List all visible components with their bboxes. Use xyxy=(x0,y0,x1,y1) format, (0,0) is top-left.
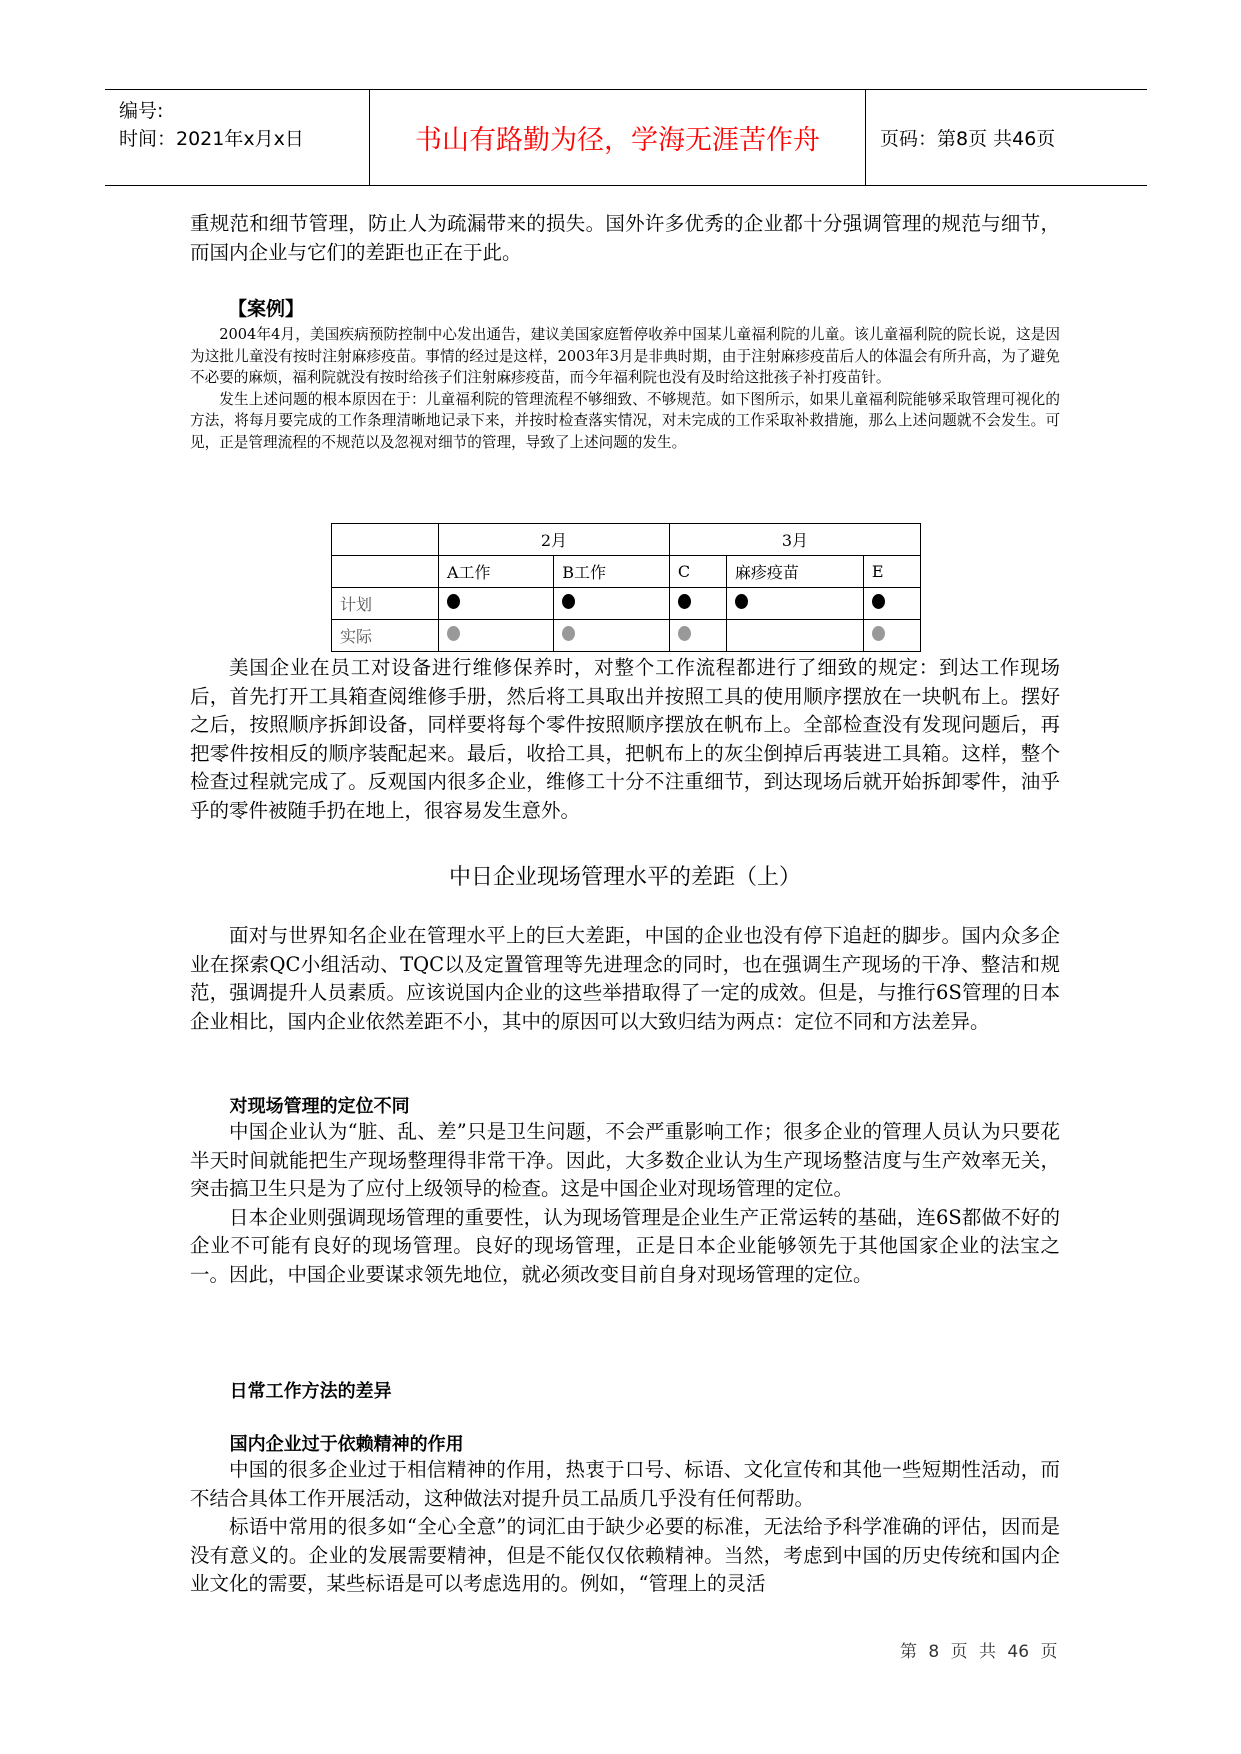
positioning-paragraph-2: 日本企业则强调现场管理的重要性，认为现场管理是企业生产正常运转的基础，连6S都做不好的企业不可能有良好的现场管理。良好的现场管理，正是日本企业能够领先于其他国家企业的法宝之一。因此，中国企业要谋求领先地位，就必须改变目前自身对现场管理的定位。 xyxy=(190,1205,1060,1286)
plan-dot-icon xyxy=(678,594,691,609)
actual-cell xyxy=(863,620,920,652)
plan-dot-icon xyxy=(735,594,748,609)
month-header-mar: 3月 xyxy=(669,524,920,556)
plan-dot-icon xyxy=(447,594,460,609)
table-row-plan xyxy=(332,588,921,620)
actual-cell xyxy=(439,620,554,652)
subsection-methods xyxy=(190,1377,1060,1403)
plan-dot-icon xyxy=(562,594,575,609)
subsection-heading-spirit: 国内企业过于依赖精神的作用 xyxy=(229,1434,464,1455)
actual-cell xyxy=(726,620,863,652)
page-header xyxy=(105,89,1147,186)
task-header: 麻疹疫苗 xyxy=(726,556,863,588)
table-corner-cell xyxy=(332,524,439,556)
case-heading-block xyxy=(190,294,1060,321)
case-body xyxy=(190,324,1060,453)
case-heading: 【案例】 xyxy=(228,298,305,320)
actual-dot-icon xyxy=(678,626,691,641)
header-page-number: 页码：第8页 共46页 xyxy=(880,128,1056,150)
case-paragraph-2: 发生上述问题的根本原因在于：儿童福利院的管理流程不够细致、不够规范。如下图所示，如果儿童福利院能够采取管理可视化的方法，将每月要完成的工作条理清晰地记录下来，并按时检查落实情况，对未完成的工作采取补救措施，那么上述问题就不会发生。可见，正是管理流程的不规范以及忽视对细节的管理，导致了上述问题的发生。 xyxy=(190,390,1060,451)
table-empty-cell xyxy=(332,556,439,588)
actual-cell xyxy=(669,620,726,652)
spirit-paragraph-2: 标语中常用的很多如“全心全意”的词汇由于缺少必要的标准，无法给予科学准确的评估，因而是没有意义的。企业的发展需要精神，但是不能仅仅依赖精神。当然，考虑到中国的历史传统和国内企业文化的需要，某些标语是可以考虑选用的。例如，“管理上的灵活 xyxy=(190,1515,1060,1595)
subsection-heading-methods: 日常工作方法的差异 xyxy=(229,1381,392,1402)
actual-cell xyxy=(554,620,670,652)
plan-cell xyxy=(554,588,670,620)
task-header: B工作 xyxy=(554,556,670,588)
intro-paragraph: 重规范和细节管理，防止人为疏漏带来的损失。国外许多优秀的企业都十分强调管理的规范与细节，而国内企业与它们的差距也正在于此。 xyxy=(190,212,1060,264)
task-header: C xyxy=(669,556,726,588)
task-header: A工作 xyxy=(439,556,554,588)
table-row-tasks xyxy=(332,556,921,588)
page-footer: 第 8 页 共 46 页 xyxy=(900,1642,1058,1662)
section-intro-paragraph: 面对与世界知名企业在管理水平上的巨大差距，中国的企业也没有停下追赶的脚步。国内众多企业在探索QC小组活动、TQC以及定置管理等先进理念的同时，也在强调生产现场的干净、整洁和规范，强调提升人员素质。应该说国内企业的这些举措取得了一定的成效。但是，与推行6S管理的日本企业相比，国内企业依然差距不小，其中的原因可以大致归结为两点：定位不同和方法差异。 xyxy=(190,924,1060,1033)
section-intro-block xyxy=(190,922,1060,1036)
plan-cell xyxy=(863,588,920,620)
actual-dot-icon xyxy=(562,626,575,641)
row-label-plan: 计划 xyxy=(332,588,439,620)
section-title-block xyxy=(190,860,1060,891)
us-maintenance-block xyxy=(190,654,1060,825)
subsection-spirit xyxy=(190,1430,1060,1599)
case-paragraph-1: 2004年4月，美国疾病预防控制中心发出通告，建议美国家庭暂停收养中国某儿童福利院的儿童。该儿童福利院的院长说，这是因为这批儿童没有按时注射麻疹疫苗。事情的经过是这样，2003年3月是非典时期，由于注射麻疹疫苗后人的体温会有所升高，为了避免不必要的麻烦，福利院就没有按时给孩子们注射麻疹疫苗，而今年福利院也没有及时给这批孩子补打疫苗针。 xyxy=(190,326,1060,386)
spirit-paragraph-1: 中国的很多企业过于相信精神的作用，热衷于口号、标语、文化宣传和其他一些短期性活动，而不结合具体工作开展活动，这种做法对提升员工品质几乎没有任何帮助。 xyxy=(190,1458,1060,1510)
plan-dot-icon xyxy=(872,594,885,609)
section-title: 中日企业现场管理水平的差距（上） xyxy=(448,865,801,890)
intro-paragraph-block xyxy=(190,210,1060,267)
subsection-positioning xyxy=(190,1092,1060,1289)
header-info-cell xyxy=(105,90,370,185)
actual-dot-icon xyxy=(872,626,885,641)
row-label-actual: 实际 xyxy=(332,620,439,652)
plan-cell xyxy=(439,588,554,620)
plan-cell xyxy=(669,588,726,620)
subsection-heading-positioning: 对现场管理的定位不同 xyxy=(229,1096,410,1117)
document-time-label: 时间：2021年x月x日 xyxy=(119,128,304,150)
vaccination-schedule-table xyxy=(331,523,921,652)
document-number-label: 编号: xyxy=(119,100,164,122)
table-row-actual xyxy=(332,620,921,652)
task-header: E xyxy=(863,556,920,588)
header-motto: 书山有路勤为径，学海无涯苦作舟 xyxy=(370,90,866,185)
table-row-months xyxy=(332,524,921,556)
month-header-feb: 2月 xyxy=(439,524,670,556)
plan-cell xyxy=(726,588,863,620)
positioning-paragraph-1: 中国企业认为“脏、乱、差”只是卫生问题，不会严重影响工作；很多企业的管理人员认为只要花半天时间就能把生产现场整理得非常干净。因此，大多数企业认为生产现场整洁度与生产效率无关，突击搞卫生只是为了应付上级领导的检查。这是中国企业对现场管理的定位。 xyxy=(190,1120,1060,1200)
actual-dot-icon xyxy=(447,626,460,641)
us-maintenance-paragraph: 美国企业在员工对设备进行维修保养时，对整个工作流程都进行了细致的规定：到达工作现场后，首先打开工具箱查阅维修手册，然后将工具取出并按照工具的使用顺序摆放在一块帆布上。摆好之后，按照顺序拆卸设备，同样要将每个零件按照顺序摆放在帆布上。全部检查没有发现问题后，再把零件按相反的顺序装配起来。最后，收拾工具，把帆布上的灰尘倒掉后再装进工具箱。这样，整个检查过程就完成了。反观国内很多企业，维修工十分不注重细节，到达现场后就开始拆卸零件，油乎乎的零件被随手扔在地上，很容易发生意外。 xyxy=(190,656,1060,822)
